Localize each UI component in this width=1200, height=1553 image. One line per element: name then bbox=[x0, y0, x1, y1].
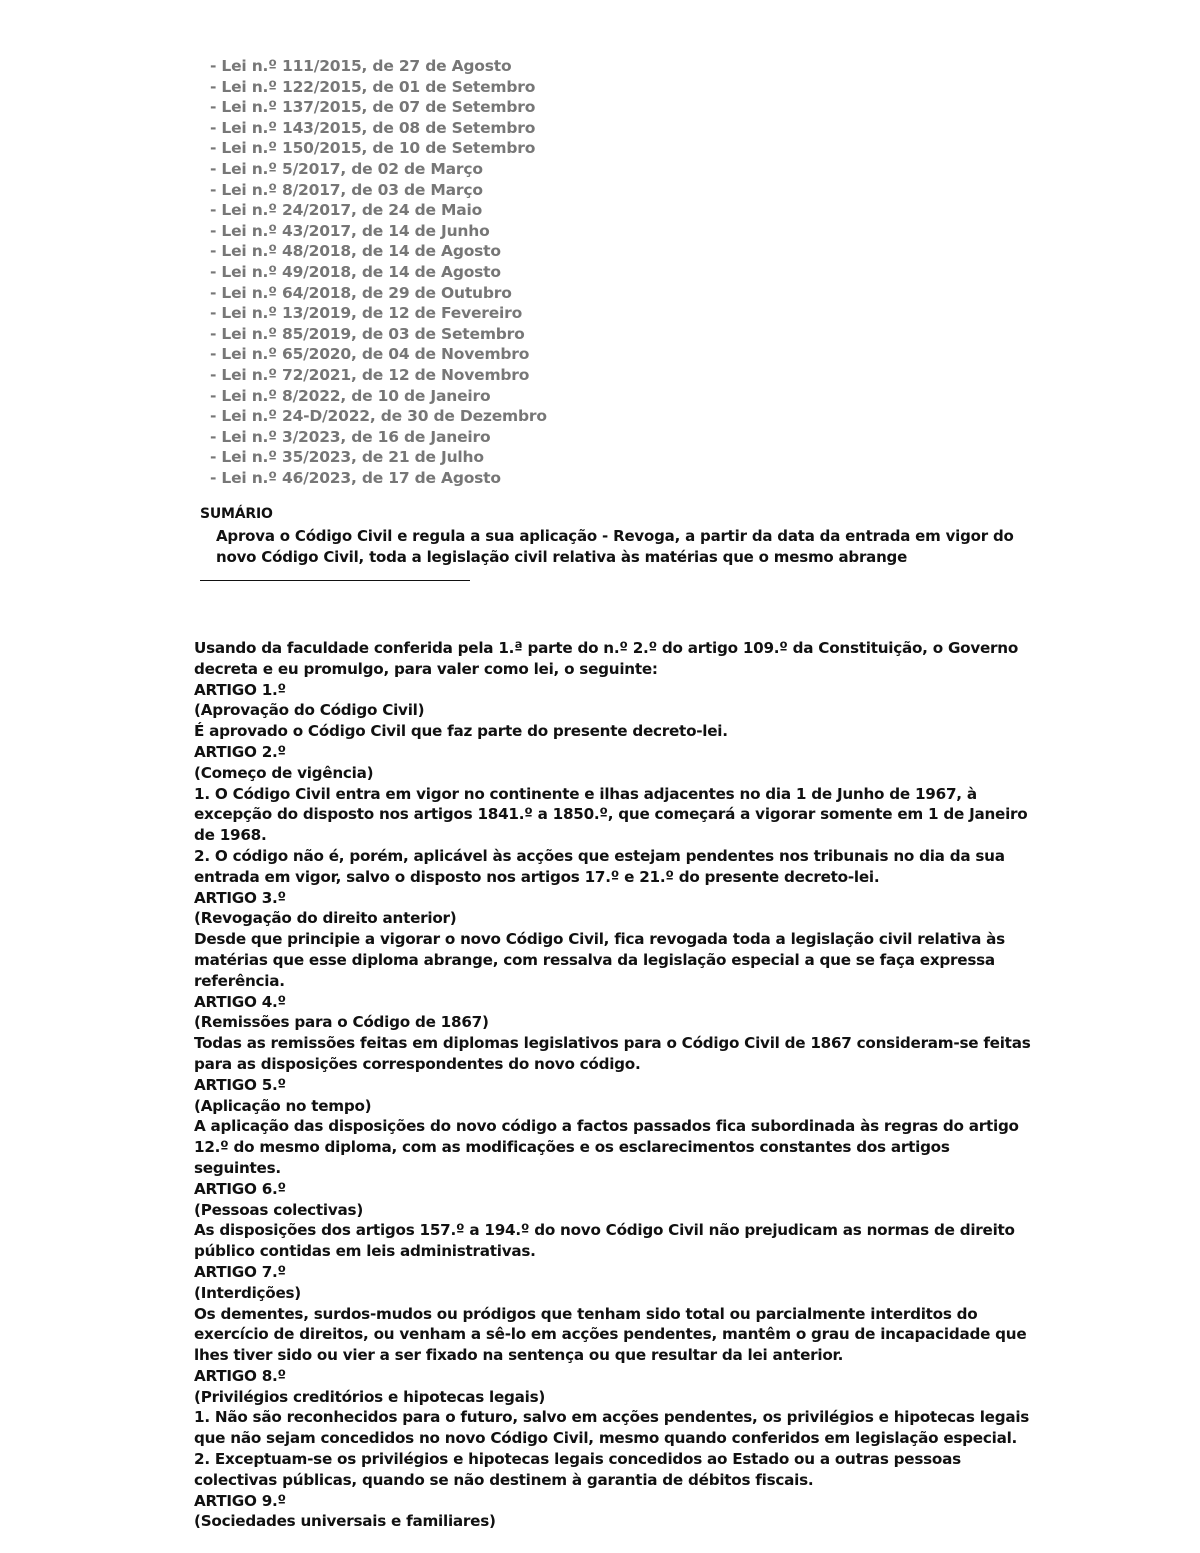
amendment-item: - Lei n.º 13/2019, de 12 de Fevereiro bbox=[210, 304, 523, 323]
amendment-list bbox=[210, 56, 547, 488]
sumario-heading: SUMÁRIO bbox=[200, 506, 273, 522]
article-heading: ARTIGO 6.º bbox=[194, 1179, 286, 1198]
amendment-item: - Lei n.º 43/2017, de 14 de Junho bbox=[210, 221, 490, 240]
intro-paragraph: Usando da faculdade conferida pela 1.ª parte do n.º 2.º do artigo 109.º da Constituição, o Governo decreta e eu promulgo, para valer como lei, o seguinte: bbox=[194, 639, 1019, 678]
amendment-item: - Lei n.º 46/2023, de 17 de Agosto bbox=[210, 468, 501, 487]
article-paragraph: As disposições dos artigos 157.º a 194.º do novo Código Civil não prejudicam as normas de direito público contidas em leis administrativas. bbox=[194, 1221, 1015, 1261]
amendment-item: - Lei n.º 5/2017, de 02 de Março bbox=[210, 159, 483, 178]
amendment-item: - Lei n.º 48/2018, de 14 de Agosto bbox=[210, 242, 501, 261]
article-paragraph: 1. Não são reconhecidos para o futuro, salvo em acções pendentes, os privilégios e hipotecas legais que não sejam concedidos no novo Código Civil, mesmo quando conferidos em legislação especial. bbox=[194, 1408, 1030, 1448]
sumario-text: Aprova o Código Civil e regula a sua aplicação - Revoga, a partir da data da entrada em vigor do novo Código Civil, toda a legislação civil relativa às matérias que o mesmo abrange bbox=[216, 527, 1014, 566]
article-title: (Começo de vigência) bbox=[194, 763, 374, 782]
article-paragraph: A aplicação das disposições do novo código a factos passados fica subordinada às regras do artigo 12.º do mesmo diploma, com as modificações e os esclarecimentos constantes dos artigos seguintes. bbox=[194, 1117, 1019, 1177]
decree-body bbox=[194, 638, 1039, 1532]
article-paragraph: 1. O Código Civil entra em vigor no continente e ilhas adjacentes no dia 1 de Junho de 1967, à excepção do disposto nos artigos 1841.º a 1850.º, que começará a vigorar somente em 1 de Janeiro de 1968. bbox=[194, 784, 1028, 845]
article-heading: ARTIGO 7.º bbox=[194, 1262, 286, 1281]
amendment-item: - Lei n.º 8/2017, de 03 de Março bbox=[210, 180, 483, 199]
article-paragraph: Todas as remissões feitas em diplomas legislativos para o Código Civil de 1867 consideram-se feitas para as disposições correspondentes do novo código. bbox=[194, 1034, 1031, 1073]
amendment-item: - Lei n.º 24/2017, de 24 de Maio bbox=[210, 201, 483, 220]
amendment-item: - Lei n.º 24-D/2022, de 30 de Dezembro bbox=[210, 407, 547, 426]
amendment-item: - Lei n.º 49/2018, de 14 de Agosto bbox=[210, 262, 501, 281]
article-heading: ARTIGO 2.º bbox=[194, 742, 286, 761]
amendment-item: - Lei n.º 65/2020, de 04 de Novembro bbox=[210, 345, 530, 364]
separator-rule bbox=[200, 580, 470, 581]
article-title: (Aprovação do Código Civil) bbox=[194, 701, 425, 720]
amendment-item: - Lei n.º 137/2015, de 07 de Setembro bbox=[210, 98, 536, 117]
article-heading: ARTIGO 8.º bbox=[194, 1366, 286, 1385]
article-paragraph: 2. O código não é, porém, aplicável às acções que estejam pendentes nos tribunais no dia da sua entrada em vigor, salvo o disposto nos artigos 17.º e 21.º do presente decreto-lei. bbox=[194, 846, 1005, 886]
amendment-item: - Lei n.º 64/2018, de 29 de Outubro bbox=[210, 283, 512, 302]
article-paragraph: Desde que principie a vigorar o novo Código Civil, fica revogada toda a legislação civil relativa às matérias que esse diploma abrange, com ressalva da legislação especial a que se faça expressa referência. bbox=[194, 930, 1005, 990]
article-heading: ARTIGO 3.º bbox=[194, 888, 286, 907]
amendment-item: - Lei n.º 8/2022, de 10 de Janeiro bbox=[210, 386, 491, 405]
amendment-item: - Lei n.º 143/2015, de 08 de Setembro bbox=[210, 118, 536, 137]
article-heading: ARTIGO 9.º bbox=[194, 1491, 286, 1510]
amendment-item: - Lei n.º 122/2015, de 01 de Setembro bbox=[210, 77, 536, 96]
article-title: (Aplicação no tempo) bbox=[194, 1096, 372, 1115]
article-paragraph: É aprovado o Código Civil que faz parte do presente decreto-lei. bbox=[194, 722, 728, 741]
article-heading: ARTIGO 4.º bbox=[194, 992, 286, 1011]
amendment-item: - Lei n.º 35/2023, de 21 de Julho bbox=[210, 448, 484, 467]
article-title: (Pessoas colectivas) bbox=[194, 1200, 364, 1219]
amendment-item: - Lei n.º 150/2015, de 10 de Setembro bbox=[210, 139, 536, 158]
article-title: (Interdições) bbox=[194, 1283, 302, 1302]
article-paragraph: 2. Exceptuam-se os privilégios e hipotecas legais concedidos ao Estado ou a outras pessoas colectivas públicas, quando se não destinem à garantia de débitos fiscais. bbox=[194, 1450, 961, 1489]
article-title: (Privilégios creditórios e hipotecas legais) bbox=[194, 1387, 546, 1406]
article-paragraph: Os dementes, surdos-mudos ou pródigos que tenham sido total ou parcialmente interditos do exercício de direitos, ou venham a sê-lo em acções pendentes, mantêm o grau de incapacidade que lhes tiver sido ou vier a ser fixado na sentença ou que resultar da lei anterior. bbox=[194, 1304, 1027, 1365]
article-title: (Sociedades universais e familiares) bbox=[194, 1512, 496, 1531]
amendment-item: - Lei n.º 85/2019, de 03 de Setembro bbox=[210, 324, 525, 343]
amendment-item: - Lei n.º 3/2023, de 16 de Janeiro bbox=[210, 427, 491, 446]
article-title: (Revogação do direito anterior) bbox=[194, 909, 457, 928]
article-title: (Remissões para o Código de 1867) bbox=[194, 1013, 489, 1032]
amendment-item: - Lei n.º 72/2021, de 12 de Novembro bbox=[210, 365, 530, 384]
article-heading: ARTIGO 5.º bbox=[194, 1075, 286, 1094]
article-heading: ARTIGO 1.º bbox=[194, 680, 286, 699]
amendment-item: - Lei n.º 111/2015, de 27 de Agosto bbox=[210, 57, 512, 75]
